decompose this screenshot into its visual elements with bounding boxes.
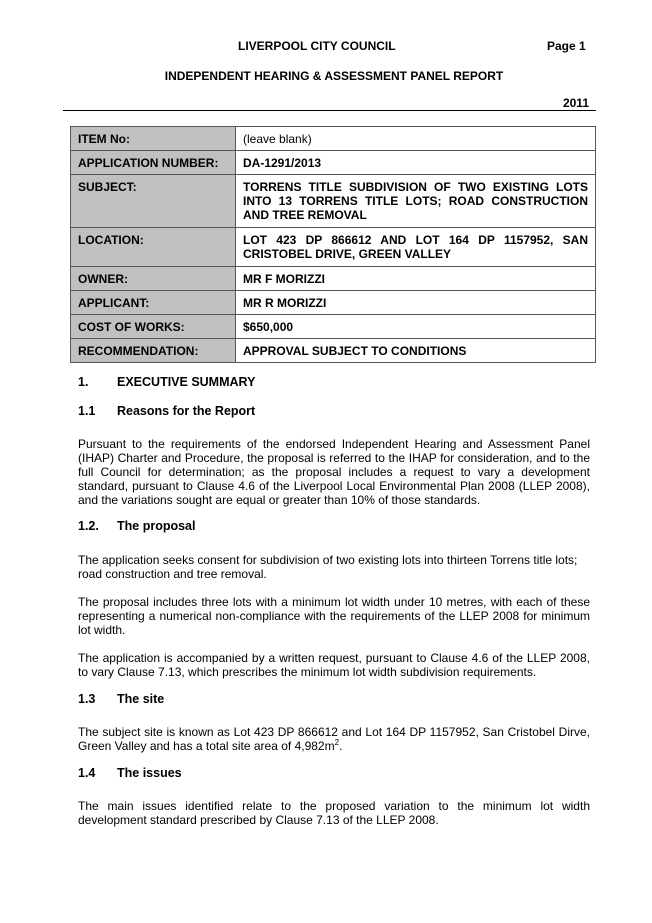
- section-number: 1.4: [78, 766, 96, 780]
- table-row: [71, 228, 596, 267]
- row-label: OWNER:: [71, 267, 236, 291]
- section-number: 1.2.: [78, 519, 99, 533]
- council-name: LIVERPOOL CITY COUNCIL: [238, 39, 396, 53]
- section-heading-executive-summary: [78, 375, 255, 389]
- proposal-paragraph-2: The proposal includes three lots with a minimum lot width under 10 metres, with each of these representing a numerical non-compliance with the requirements of the LLEP 2008 for minimum lot width.: [78, 595, 590, 637]
- issues-paragraph: The main issues identified relate to the proposed variation to the minimum lot width development standard prescribed by Clause 7.13 of the LLEP 2008.: [78, 799, 590, 827]
- proposal-paragraph-1: The application seeks consent for subdivision of two existing lots into thirteen Torrens title lots; road construction and tree removal.: [78, 553, 578, 581]
- row-label: APPLICATION NUMBER:: [71, 151, 236, 175]
- section-title: The proposal: [117, 519, 196, 533]
- row-value: APPROVAL SUBJECT TO CONDITIONS: [236, 339, 596, 363]
- section-heading-issues: [78, 766, 182, 780]
- table-row: [71, 267, 596, 291]
- table-row: [71, 339, 596, 363]
- table-row: [71, 291, 596, 315]
- section-heading-proposal: [78, 519, 195, 533]
- section-number: 1.: [78, 375, 89, 389]
- table-row: [71, 315, 596, 339]
- row-value: $650,000: [236, 315, 596, 339]
- page-number: Page 1: [547, 39, 586, 53]
- site-text: The subject site is known as Lot 423 DP 866612 and Lot 164 DP 1157952, San Cristobel Dirve, Green Valley and has a total site area of 4,982m: [78, 725, 590, 753]
- row-value: MR R MORIZZI: [236, 291, 596, 315]
- report-year: 2011: [562, 96, 589, 110]
- superscript: 2: [334, 738, 340, 747]
- section-title: The site: [117, 692, 165, 706]
- reasons-paragraph: Pursuant to the requirements of the endorsed Independent Hearing and Assessment Panel (IHAP) Charter and Procedure, the proposal is referred to the IHAP for consideration, and to the full Council for determination; as the proposal includes a request to vary a development standard, pursuant to Clause 4.6 of the Liverpool Local Environmental Plan 2008 (LLEP 2008), and the variations sought are equal or greater than 10% of those standards.: [78, 437, 590, 507]
- section-number: 1.1: [78, 404, 96, 418]
- row-value: (leave blank): [236, 127, 596, 151]
- report-title: INDEPENDENT HEARING & ASSESSMENT PANEL REPORT: [164, 69, 504, 83]
- section-title: EXECUTIVE SUMMARY: [117, 375, 256, 389]
- row-value: MR F MORIZZI: [236, 267, 596, 291]
- table-row: [71, 127, 596, 151]
- section-title: The issues: [117, 766, 182, 780]
- row-label: SUBJECT:: [71, 175, 236, 228]
- row-value: LOT 423 DP 866612 AND LOT 164 DP 1157952, SAN CRISTOBEL DRIVE, GREEN VALLEY: [236, 228, 596, 267]
- section-heading-reasons: [78, 404, 255, 418]
- section-number: 1.3: [78, 692, 96, 706]
- row-label: LOCATION:: [71, 228, 236, 267]
- row-label: COST OF WORKS:: [71, 315, 236, 339]
- section-heading-site: [78, 692, 164, 706]
- application-details-table: [70, 126, 596, 363]
- row-value: DA-1291/2013: [236, 151, 596, 175]
- proposal-paragraph-3: The application is accompanied by a written request, pursuant to Clause 4.6 of the LLEP 2008, to vary Clause 7.13, which prescribes the minimum lot width subdivision requirements.: [78, 651, 590, 679]
- row-label: APPLICANT:: [71, 291, 236, 315]
- table-row: [71, 175, 596, 228]
- site-paragraph: [78, 725, 590, 753]
- header-divider: [63, 110, 596, 111]
- table-row: [71, 151, 596, 175]
- row-label: ITEM No:: [71, 127, 236, 151]
- site-text-end: .: [339, 739, 343, 753]
- section-title: Reasons for the Report: [117, 404, 256, 418]
- row-label: RECOMMENDATION:: [71, 339, 236, 363]
- row-value: TORRENS TITLE SUBDIVISION OF TWO EXISTING LOTS INTO 13 TORRENS TITLE LOTS; ROAD CONSTRUCTION AND TREE REMOVAL: [236, 175, 596, 228]
